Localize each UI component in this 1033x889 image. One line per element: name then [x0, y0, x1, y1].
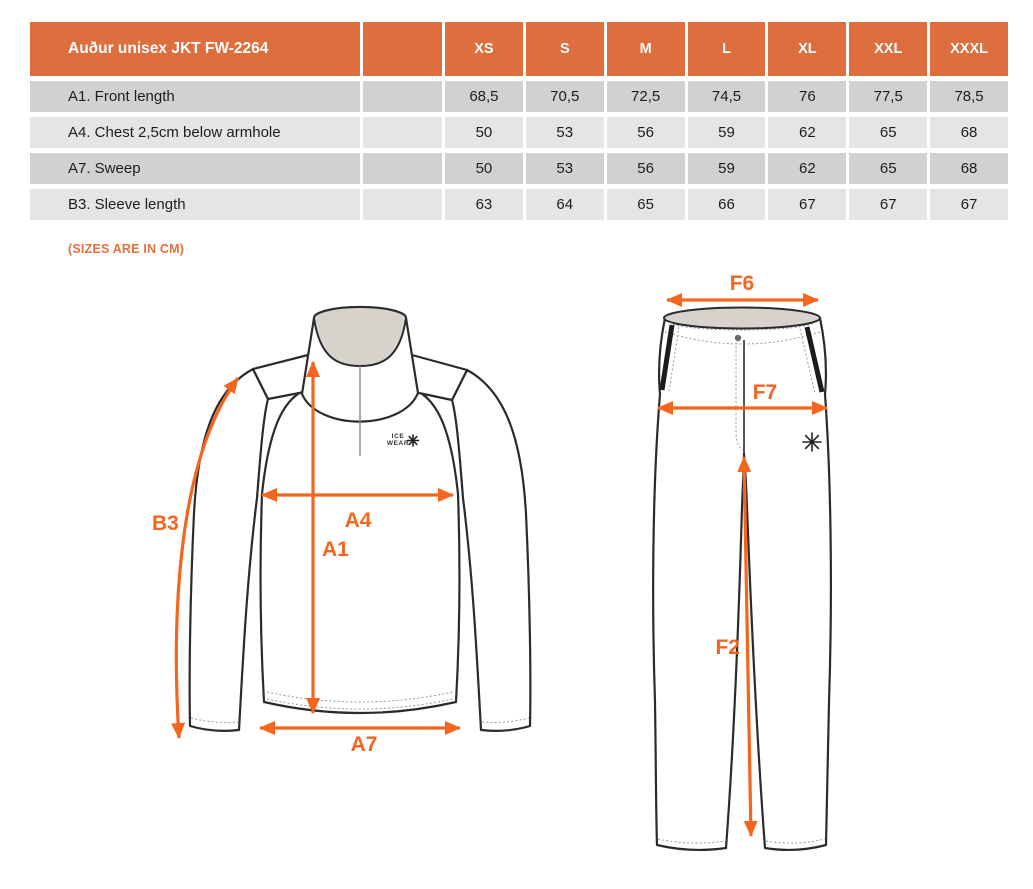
size-header-l: L: [688, 22, 766, 76]
row-label: A7. Sweep: [30, 153, 360, 184]
a7-label: A7: [350, 733, 378, 756]
table-cell: 66: [688, 189, 766, 220]
table-cell: 50: [445, 153, 523, 184]
table-cell: 65: [849, 117, 927, 148]
table-cell: 62: [768, 117, 846, 148]
table-cell: 63: [445, 189, 523, 220]
jacket-logo: [387, 433, 419, 447]
table-cell: 62: [768, 153, 846, 184]
size-table: [30, 22, 1008, 220]
row-spacer-cell: [363, 153, 442, 184]
jacket-measurement-diagram: [148, 298, 588, 768]
table-cell: 50: [445, 117, 523, 148]
table-cell: 65: [607, 189, 685, 220]
jacket-sleeve-right: [452, 370, 530, 731]
table-cell: 64: [526, 189, 604, 220]
f7-label: F7: [752, 381, 778, 404]
table-cell: 77,5: [849, 81, 927, 112]
f2-label: F2: [715, 636, 740, 659]
table-cell: 59: [688, 117, 766, 148]
sizes-unit-note: (SIZES ARE IN CM): [68, 242, 185, 256]
table-cell: 74,5: [688, 81, 766, 112]
table-cell: 72,5: [607, 81, 685, 112]
table-cell: 59: [688, 153, 766, 184]
table-cell: 67: [768, 189, 846, 220]
size-header-xs: XS: [445, 22, 523, 76]
f6-label: F6: [729, 272, 755, 295]
jacket-sleeve-left: [190, 369, 268, 731]
table-cell: 67: [849, 189, 927, 220]
size-header-s: S: [526, 22, 604, 76]
size-header-xl: XL: [768, 22, 846, 76]
b3-label: B3: [152, 512, 179, 535]
logo-text-line1: ICE: [391, 433, 405, 440]
table-cell: 68: [930, 117, 1008, 148]
snowflake-icon: [408, 435, 419, 446]
row-label: A1. Front length: [30, 81, 360, 112]
table-cell: 68,5: [445, 81, 523, 112]
table-cell: 78,5: [930, 81, 1008, 112]
row-label: A4. Chest 2,5cm below armhole: [30, 117, 360, 148]
waistband-top: [664, 308, 820, 329]
table-cell: 56: [607, 117, 685, 148]
pants-measurement-diagram: [645, 272, 845, 872]
pants-body: [653, 318, 831, 850]
table-cell: 65: [849, 153, 927, 184]
table-cell: 53: [526, 153, 604, 184]
a4-label: A4: [344, 509, 372, 532]
row-spacer-cell: [363, 117, 442, 148]
table-cell: 68: [930, 153, 1008, 184]
row-spacer-cell: [363, 189, 442, 220]
table-cell: 56: [607, 153, 685, 184]
header-spacer-cell: [363, 22, 442, 76]
row-label: B3. Sleeve length: [30, 189, 360, 220]
table-cell: 53: [526, 117, 604, 148]
size-header-xxxl: XXXL: [930, 22, 1008, 76]
waist-button: [735, 335, 741, 341]
table-cell: 70,5: [526, 81, 604, 112]
row-spacer-cell: [363, 81, 442, 112]
table-cell: 76: [768, 81, 846, 112]
table-cell: 67: [930, 189, 1008, 220]
logo-text-line2: WEAR: [386, 440, 410, 447]
snowflake-icon: [803, 433, 821, 451]
size-header-m: M: [607, 22, 685, 76]
table-title: Auður unisex JKT FW-2264: [30, 22, 360, 76]
a1-label: A1: [322, 538, 349, 561]
size-header-xxl: XXL: [849, 22, 927, 76]
